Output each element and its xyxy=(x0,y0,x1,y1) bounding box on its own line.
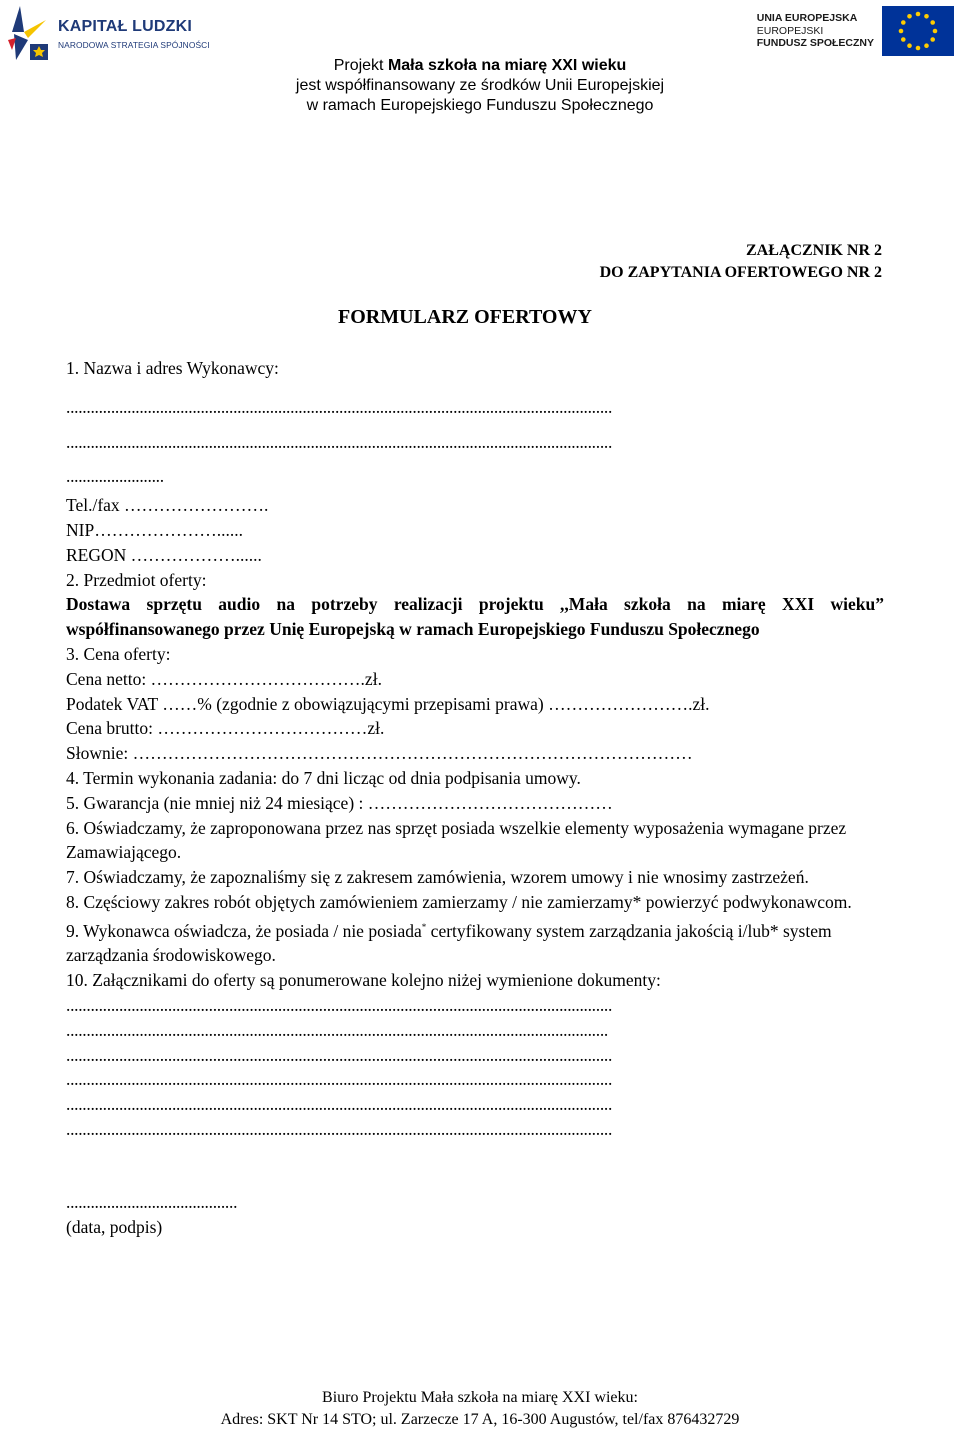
section-4-deadline: 4. Termin wykonania zadania: do 7 dni licząc od dnia podpisania umowy. xyxy=(66,767,581,788)
attachment-line-5[interactable]: ...................................................................................................................................... xyxy=(66,1094,613,1115)
section-2-label: 2. Przedmiot oferty: xyxy=(66,569,207,590)
price-in-words-field[interactable]: Słownie: …………………………………………………………………………………… xyxy=(66,743,693,764)
kl-subtitle: NARODOWA STRATEGIA SPÓJNOŚCI xyxy=(58,40,210,50)
section-8-subcontract: 8. Częściowy zakres robót objętych zamówieniem zamierzamy / nie zamierzamy* powierzyć podwykonawcom. xyxy=(66,891,852,912)
eu-line-3: FUNDUSZ SPOŁECZNY xyxy=(756,37,874,49)
attachment-line-4[interactable]: ...................................................................................................................................... xyxy=(66,1069,613,1090)
project-name: Mała szkoła na miarę XXI wieku xyxy=(387,57,627,74)
gross-price-field[interactable]: Cena brutto: ………………………………zł. xyxy=(66,718,385,739)
attachment-line-3[interactable]: ...................................................................................................................................... xyxy=(66,1044,613,1065)
contractor-address-field[interactable]: ...................................................................................................................................... xyxy=(66,431,613,452)
attachment-line-1[interactable]: ...................................................................................................................................... xyxy=(66,994,613,1015)
section-5-warranty[interactable]: 5. Gwarancja (nie mniej niż 24 miesiące) : …………………………………… xyxy=(66,792,613,813)
project-header xyxy=(0,56,960,116)
attachment-header xyxy=(600,240,882,284)
offer-subject: Dostawa sprzętu audio na potrzeby realizacji projektu ,,Mała szkoła na miarę XXI wieku” współfinansowanego przez Unię Europejską w ramach Europejskiego Funduszu Społecznego xyxy=(66,594,884,640)
project-prefix: Projekt xyxy=(333,57,388,74)
attachment-inquiry: DO ZAPYTANIA OFERTOWEGO NR 2 xyxy=(599,264,882,281)
signature-field[interactable]: .......................................... xyxy=(66,1191,238,1212)
vat-field[interactable]: Podatek VAT ……% (zgodnie z obowiązującymi przepisami prawa) …………………….zł. xyxy=(66,693,710,714)
contractor-name-field[interactable]: ...................................................................................................................................... xyxy=(66,396,613,417)
signature-label: (data, podpis) xyxy=(66,1216,163,1237)
eu-flag-icon xyxy=(882,6,954,56)
section-9-certification xyxy=(66,915,884,968)
framework-line: w ramach Europejskiego Funduszu Społecznego xyxy=(306,97,654,114)
contractor-extra-field[interactable]: ........................ xyxy=(66,466,164,487)
attachment-line-6[interactable]: ...................................................................................................................................... xyxy=(66,1118,613,1139)
s9-footnote-star: * xyxy=(421,921,427,932)
s9-part-a: 9. Wykonawca oświadcza, że posiada / nie posiada xyxy=(66,920,422,941)
section-10-attachments: 10. Załącznikami do oferty są ponumerowane kolejno niżej wymienione dokumenty: xyxy=(66,970,661,991)
footer-office: Biuro Projektu Mała szkoła na miarę XXI wieku: xyxy=(322,1389,638,1406)
cofinanced-line: jest współfinansowany ze środków Unii Europejskiej xyxy=(295,77,665,94)
tel-fax-field[interactable]: Tel./fax ……………………. xyxy=(66,495,269,516)
section-7-statement: 7. Oświadczamy, że zapoznaliśmy się z zakresem zamówienia, wzorem umowy i nie wnosimy zastrzeżeń. xyxy=(66,867,809,888)
section-6-statement: 6. Oświadczamy, że zaproponowana przez nas sprzęt posiada wszelkie elementy wyposażenia wymagane przez Zamawiającego. xyxy=(66,817,847,863)
attachment-line-2[interactable]: ..................................................................................................................................... xyxy=(66,1019,608,1040)
kl-title: KAPITAŁ LUDZKI xyxy=(58,18,193,35)
eu-line-2: EUROPEJSKI xyxy=(756,24,824,37)
regon-field[interactable]: REGON ………………...... xyxy=(66,544,262,565)
eu-line-1: UNIA EUROPEJSKA xyxy=(756,12,858,24)
eu-label xyxy=(757,12,874,50)
net-price-field[interactable]: Cena netto: ……………………………….zł. xyxy=(66,668,382,689)
section-3-label: 3. Cena oferty: xyxy=(66,643,171,664)
footer-address: Adres: SKT Nr 14 STO; ul. Zarzecze 17 A, 16-300 Augustów, tel/fax 876432729 xyxy=(220,1411,740,1428)
s9-part-b: certyfikowany system zarządzania jakością i/lub* system zarządzania środowiskowego. xyxy=(66,920,832,966)
nip-field[interactable]: NIP…………………...... xyxy=(66,519,243,540)
project-title-line xyxy=(0,56,960,76)
attachment-number: ZAŁĄCZNIK NR 2 xyxy=(745,242,882,259)
section-1-label: 1. Nazwa i adres Wykonawcy: xyxy=(66,358,279,378)
footer xyxy=(0,1387,960,1431)
form-body xyxy=(66,356,884,1239)
form-title: FORMULARZ OFERTOWY xyxy=(338,306,592,328)
